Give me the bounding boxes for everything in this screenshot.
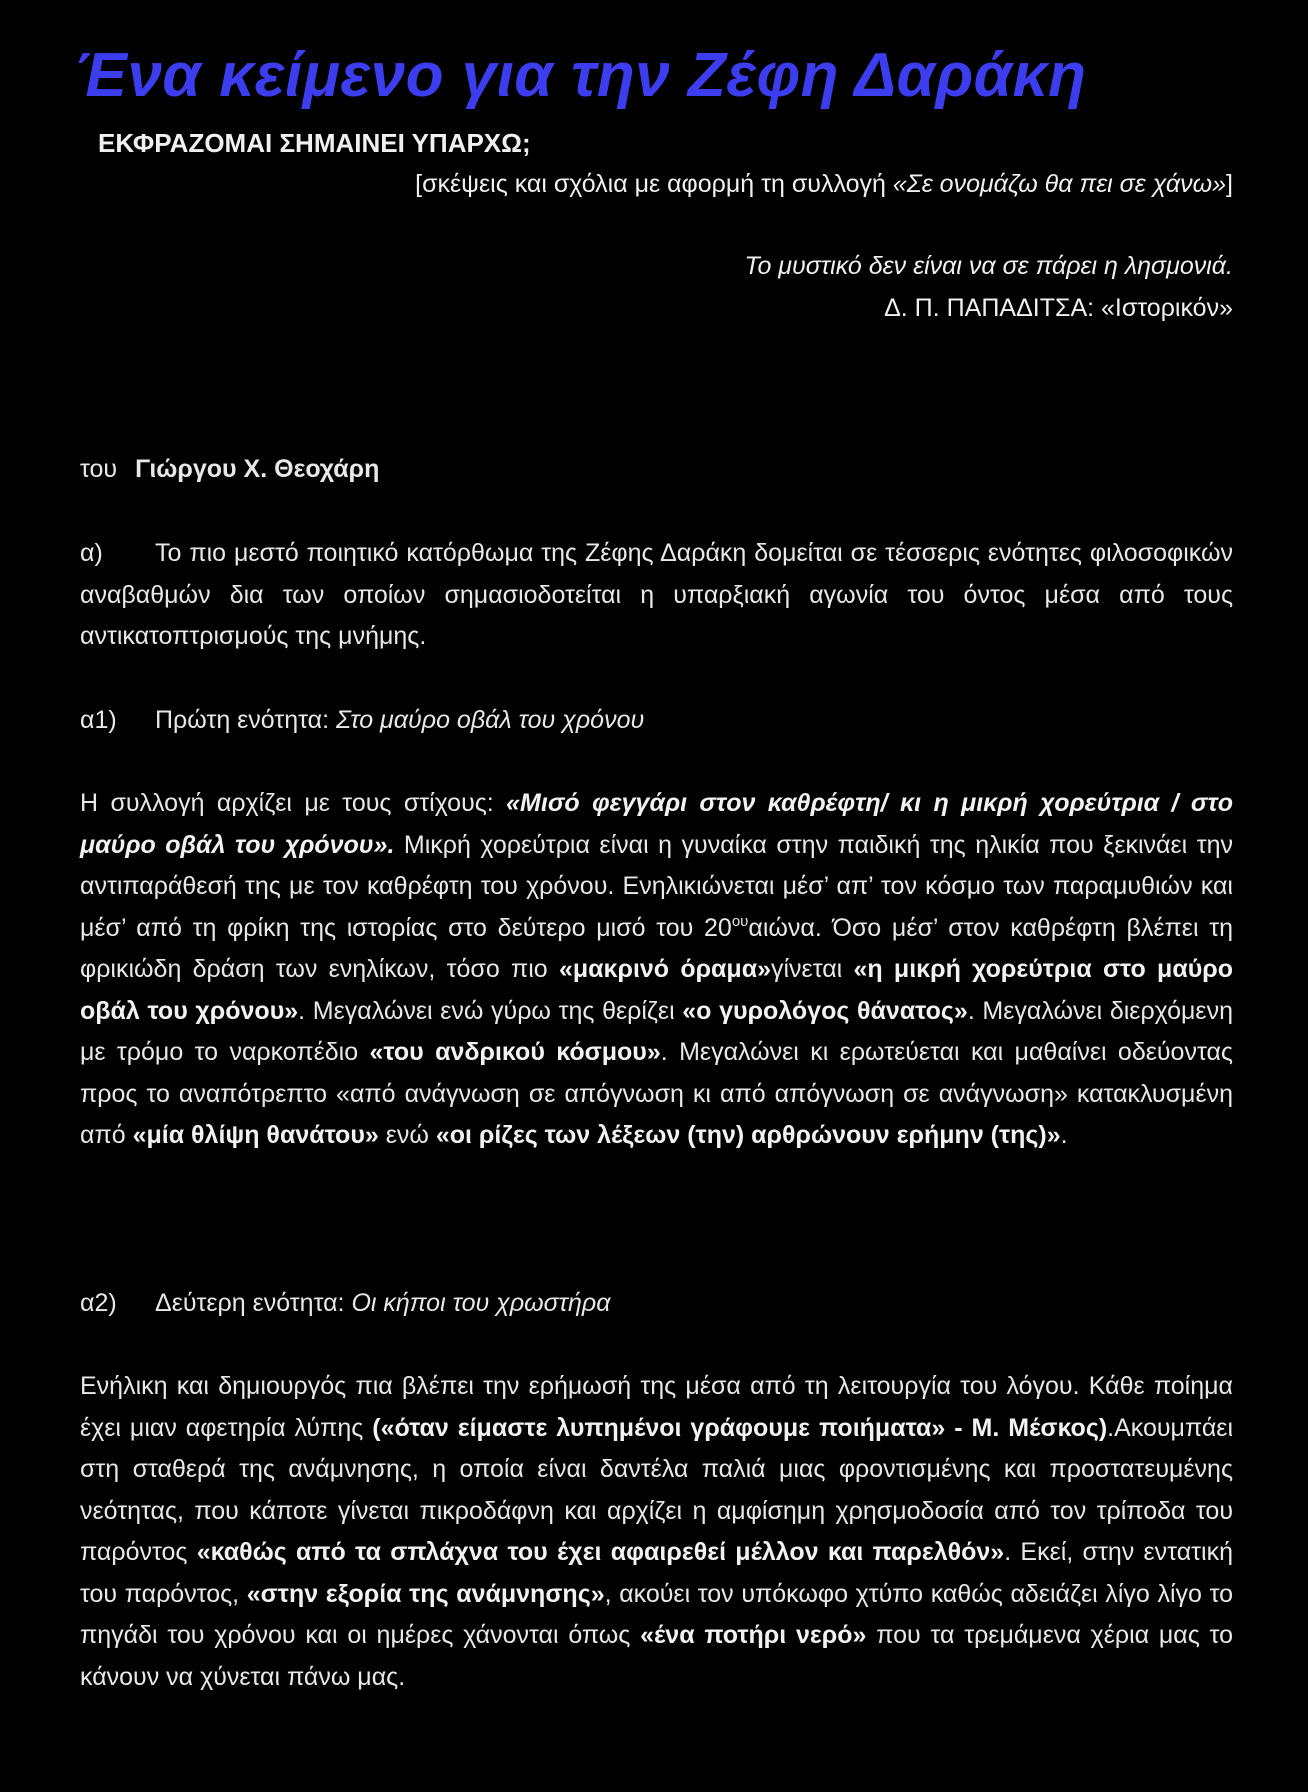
text-run: , ακούει τον υπόκωφο χτύπο καθώς αδειάζει λίγο λίγο το πηγάδι του χρόνου και οι ημέρες χάνονται όπως bbox=[80, 1579, 1233, 1649]
text-run: γίνεται bbox=[771, 955, 854, 983]
document-title: Ένα κείμενο για την Ζέφη Δαράκη bbox=[74, 41, 1087, 110]
section-a1-paragraph bbox=[80, 783, 1233, 1157]
bracket-prefix: [σκέψεις και σχόλια με αφορμή τη συλλογή bbox=[415, 170, 893, 198]
quoted-verse: «Μισό φεγγάρι στον καθρέφτη/ κι η μικρή χορεύτρια / στο μαύρο οβάλ του χρόνου». bbox=[80, 789, 1233, 859]
text-run: . Μεγαλώνει διερχόμενη με τρόμο το ναρκοπέδιο bbox=[80, 996, 1233, 1066]
text-run: . bbox=[1060, 1121, 1068, 1149]
section-a2-heading-title: Οι κήποι του χρωστήρα bbox=[351, 1289, 611, 1317]
section-a-paragraph bbox=[80, 533, 1233, 658]
quoted-phrase: «καθώς από τα σπλάχνα του έχει αφαιρεθεί μέλλον και παρελθόν» bbox=[196, 1538, 1005, 1566]
quoted-phrase: «ένα ποτήρι νερό» bbox=[640, 1621, 867, 1649]
author-prefix: του bbox=[80, 455, 118, 483]
section-a2-heading-text: Δεύτερη ενότητα: bbox=[155, 1289, 352, 1317]
text-run: . Μεγαλώνει κι ερωτεύεται και μαθαίνει οδεύοντας προς το αναπότρεπτο «από ανάγνωση σε απόγνωση κι από απόγνωση σε ανάγνωση» κατακλυσμένη από bbox=[80, 1038, 1233, 1149]
quoted-phrase: «οι ρίζες των λέξεων (την) αρθρώνουν ερήμην (της)» bbox=[435, 1121, 1061, 1149]
quoted-phrase: «στην εξορία της ανάμνησης» bbox=[246, 1579, 605, 1608]
section-a1-heading-title: Στο μαύρο οβάλ του χρόνου bbox=[336, 706, 645, 734]
quoted-phrase: «η μικρή χορεύτρια στο μαύρο οβάλ του χρόνου» bbox=[80, 955, 1233, 1025]
text-run: . Εκεί, στην εντατική του παρόντος, bbox=[80, 1538, 1233, 1608]
section-a2-heading bbox=[80, 1283, 1233, 1325]
quoted-phrase: «ο γυρολόγος θάνατος» bbox=[682, 996, 968, 1025]
bracket-suffix: ] bbox=[1226, 170, 1233, 198]
quoted-phrase: «μακρινό όραμα» bbox=[558, 955, 771, 983]
bracket-note bbox=[415, 170, 1233, 199]
section-a1-heading bbox=[80, 700, 1233, 742]
text-run: Ενήλικη και δημιουργός πια βλέπει την ερήμωσή της μέσα από τη λειτουργία του λόγου. Κάθε ποίημα έχει μιαν αφετηρία λύπης bbox=[80, 1372, 1233, 1442]
text-run: Μικρή χορεύτρια είναι η γυναίκα στην παιδική της ηλικία που ξεκινάει την αντιπαράθεσή της με τον καθρέφτη του χρόνου. Ενηλικιώνεται μέσ’ απ’ τον κόσμο των παραμυθιών και μέσ’ από τη φρίκη της ιστορίας στο δεύτερο μισό του 20 bbox=[80, 830, 1233, 942]
ordinal-superscript: ου bbox=[731, 912, 749, 930]
text-run: . Μεγαλώνει ενώ γύρω της θερίζει bbox=[298, 996, 683, 1025]
text-run: αιώνα. Όσο μέσ’ στον καθρέφτη βλέπει τη φρικιώδη δράση των ενηλίκων, τόσο πιο bbox=[80, 913, 1233, 983]
author-name: Γιώργου Χ. Θεοχάρη bbox=[135, 455, 380, 483]
section-a-label: α) bbox=[80, 539, 103, 567]
epigraph-source: Δ. Π. ΠΑΠΑΔΙΤΣΑ: «Ιστορικόν» bbox=[884, 294, 1233, 322]
author-line bbox=[80, 455, 379, 484]
quoted-phrase: «του ανδρικού κόσμου» bbox=[369, 1038, 661, 1066]
section-a2-paragraph bbox=[80, 1366, 1233, 1698]
document-subtitle: ΕΚΦΡΑΖΟΜΑΙ ΣΗΜΑΙΝΕΙ ΥΠΑΡΧΩ; bbox=[98, 128, 531, 158]
section-a1-label: α1) bbox=[80, 706, 117, 734]
text-run: που τα τρεμάμενα χέρια μας το κάνουν να χύνεται πάνω μας. bbox=[80, 1621, 1233, 1691]
section-a-text: Το πιο μεστό ποιητικό κατόρθωμα της Ζέφης Δαράκη δομείται σε τέσσερις ενότητες φιλοσοφικών αναβαθμών δια των οποίων σημασιοδοτείται η υπαρξιακή αγωνία του όντος μέσα από τους αντικατοπτρισμούς της μνήμης. bbox=[80, 539, 1233, 650]
text-run: .Ακουμπάει στη σταθερά της ανάμνησης, η οποία είναι δαντέλα παλιά μιας φροντισμένης και προστατευμένης νεότητας, που κάποτε γίνεται πικροδάφνη και αρχίζει η αμφίσημη χρησμοδοσία από τον τρίποδα του παρόντος bbox=[80, 1413, 1233, 1566]
text-run: ενώ bbox=[378, 1121, 436, 1149]
section-a2-label: α2) bbox=[80, 1289, 117, 1317]
text-run: Η συλλογή αρχίζει με τους στίχους: bbox=[80, 789, 507, 817]
quoted-phrase: («όταν είμαστε λυπημένοι γράφουμε ποιήματα» - Μ. Μέσκος) bbox=[372, 1413, 1108, 1442]
book-title: «Σε ονομάζω θα πει σε χάνω» bbox=[892, 170, 1227, 198]
quoted-phrase: «μία θλίψη θανάτου» bbox=[132, 1121, 379, 1149]
epigraph-quote: Το μυστικό δεν είναι να σε πάρει η λησμονιά. bbox=[744, 252, 1233, 280]
section-a1-heading-text: Πρώτη ενότητα: bbox=[155, 706, 337, 734]
